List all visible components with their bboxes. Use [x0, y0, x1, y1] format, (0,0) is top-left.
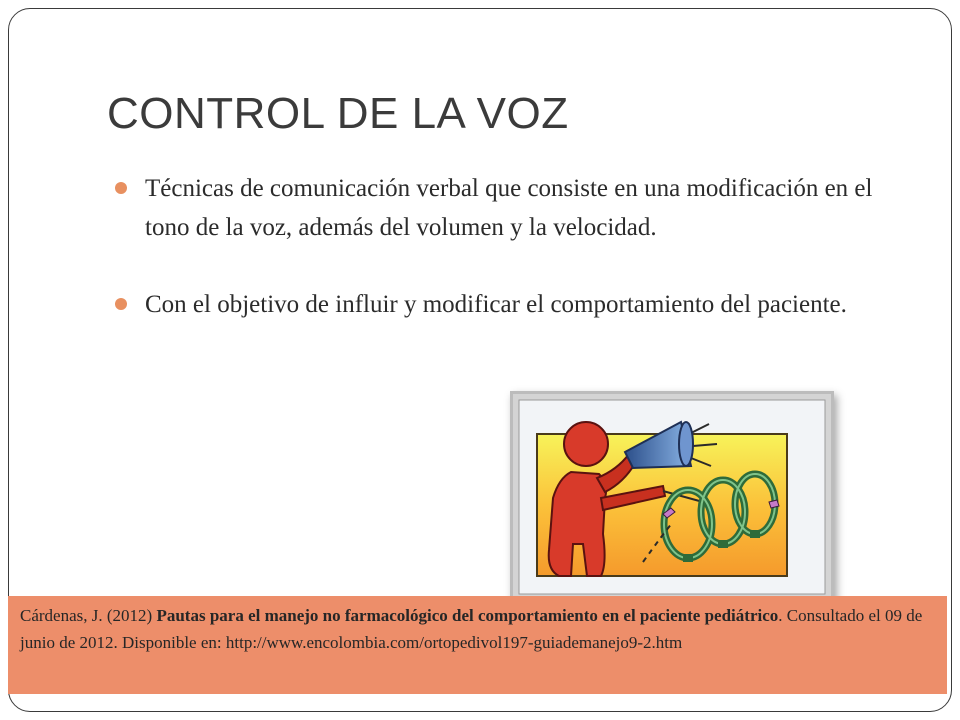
citation-author: Cárdenas, J. (2012): [20, 606, 157, 625]
bullet-list: [115, 169, 905, 324]
bullet-dot-icon: [115, 182, 127, 194]
bullet-item-2: [115, 285, 905, 324]
bullet-dot-icon: [115, 298, 127, 310]
citation-source: . Consultado el 09 de junio de 2012. Disponible en: http://www.encolombia.com/ortopedivol197-guiademanejo9-2.htm: [20, 606, 923, 652]
citation-title: Pautas para el manejo no farmacológico del comportamiento en el paciente pediátrico: [156, 606, 779, 625]
slide-title: CONTROL DE LA VOZ: [107, 89, 569, 138]
bullet-item-1: [115, 169, 905, 247]
bullet-text: Con el objetivo de influir y modificar el comportamiento del paciente.: [145, 291, 847, 318]
megaphone-person-clipart-icon: [513, 394, 831, 600]
bullet-text: Técnicas de comunicación verbal que consiste en una modificación en el tono de la voz, además del volumen y la velocidad.: [145, 175, 873, 241]
clipart-image: [510, 391, 834, 603]
citation-box: [8, 596, 947, 694]
